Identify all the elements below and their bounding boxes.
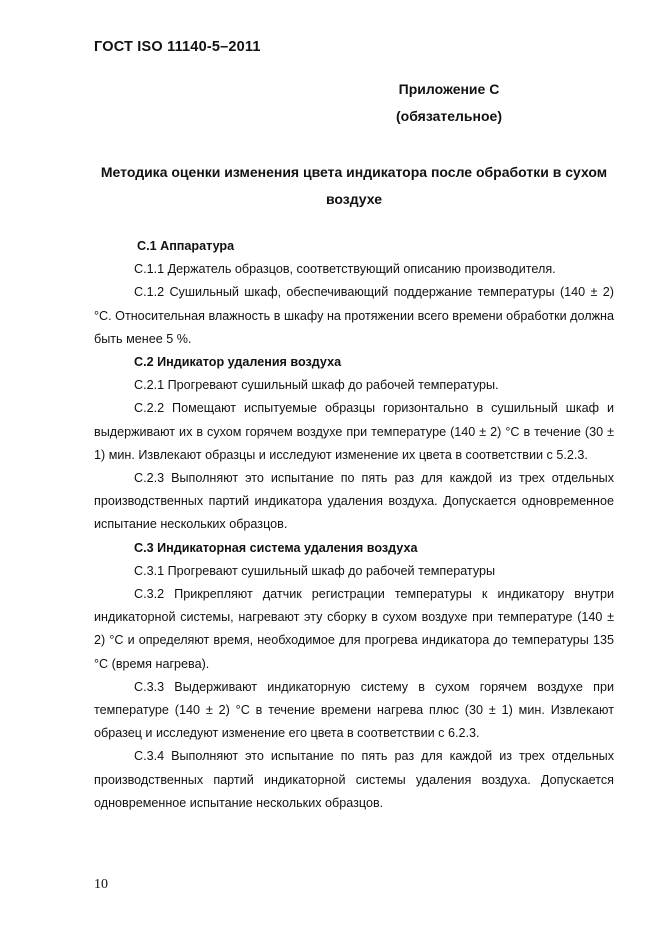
- document-code: ГОСТ ISO 11140-5–2011: [94, 39, 261, 55]
- paragraph-c2-3: С.2.3 Выполняют это испытание по пять раз для каждой из трех отдельных производственных партий индикатора удаления воздуха. Допускается одновременное испытание нескольких образцов.: [94, 471, 614, 532]
- paragraph-c2-2: С.2.2 Помещают испытуемые образцы горизонтально в сушильный шкаф и выдерживают их в сухом горячем воздухе при температуре (140 ± 2) °С в течение (30 ± 1) мин. Извлекают образцы и исследуют изменение их цвета в соответствии с 5.2.3.: [94, 401, 614, 462]
- heading-c1: С.1 Аппаратура: [137, 239, 235, 253]
- section-title: Методика оценки изменения цвета индикатора после обработки в сухом воздухе: [100, 164, 608, 207]
- paragraph-c3-1: С.3.1 Прогревают сушильный шкаф до рабочей температуры: [134, 563, 496, 578]
- paragraph-c3-4: С.3.4 Выполняют это испытание по пять раз для каждой из трех отдельных производственных партий индикаторной системы удаления воздуха. Допускается одновременное испытание нескольких образцов.: [94, 749, 614, 810]
- paragraph-c1-2: С.1.2 Сушильный шкаф, обеспечивающий поддержание температуры (140 ± 2) °С. Относительная влажность в шкафу на протяжении всего времени обработки должна быть менее 5 %.: [94, 285, 614, 346]
- heading-c3: С.3 Индикаторная система удаления воздуха: [134, 540, 418, 555]
- paragraph-c3-3: С.3.3 Выдерживают индикаторную систему в сухом горячем воздухе при температуре (140 ± 2) °С в течение времени нагрева плюс (30 ± 1) мин. Извлекают образец и исследуют изменение его цвета в соответствии с 6.2.3.: [94, 679, 614, 741]
- paragraph-c1-1: С.1.1 Держатель образцов, соответствующий описанию производителя.: [134, 262, 556, 277]
- appendix-title: Приложение С: [398, 81, 500, 97]
- heading-c2: С.2 Индикатор удаления воздуха: [134, 355, 342, 370]
- appendix-status: (обязательное): [395, 108, 502, 124]
- document-body: [94, 235, 614, 815]
- paragraph-c3-2: С.3.2 Прикрепляют датчик регистрации температуры к индикатору внутри индикаторной системы, нагревают эту сборку в сухом воздухе при температуре (140 ± 2) °С и определяют время, необходимое для прогрева индикатора до температуры 135 °С (время нагрева).: [94, 587, 614, 671]
- paragraph-c2-1: С.2.1 Прогревают сушильный шкаф до рабочей температуры.: [134, 378, 499, 393]
- page-number: 10: [94, 877, 108, 892]
